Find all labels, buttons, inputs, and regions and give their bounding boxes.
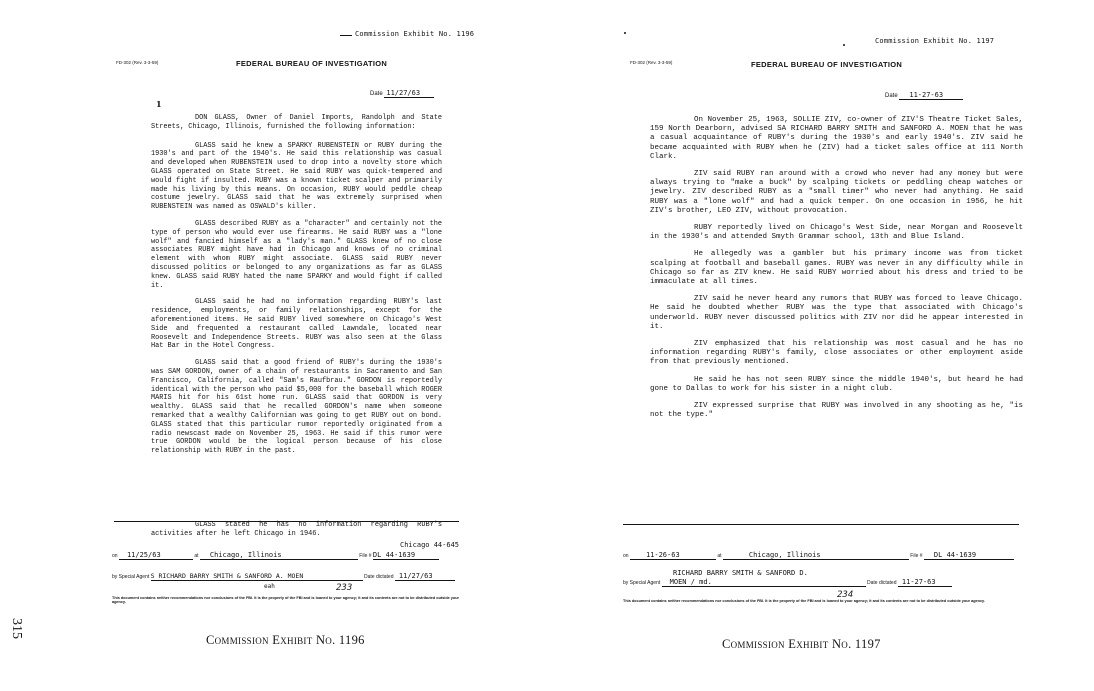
date-value: 11-27-63	[899, 91, 963, 100]
exhibit-header	[340, 30, 474, 38]
dictated-date: 11/27/63	[395, 572, 455, 581]
date-label: Date	[885, 93, 898, 99]
on-label: on	[112, 553, 118, 559]
paragraph: GLASS said he had no information regarding RUBY's last residence, employments, or family relationships, except for the aforementioned items. He said RUBY lived somewhere on Chicago's West Side and frequented a restaurant called Lawndale, located near Roosevelt and Independence Streets. RUBY was also seen at the Glass Hat Bar in the Hotel Congress.	[151, 298, 442, 351]
report-date	[370, 89, 434, 98]
paragraph: DON GLASS, Owner of Daniel Imports, Randolph and State Streets, Chicago, Illinois, furnished the following information:	[151, 114, 442, 131]
report-body	[151, 114, 442, 464]
date-value: 11/27/63	[384, 89, 434, 98]
interview-place: Chicago, Illinois	[723, 551, 909, 560]
file-label: File #	[910, 553, 923, 559]
agent-label: by Special Agent	[623, 580, 661, 586]
interview-date: 11/25/63	[119, 551, 193, 560]
interview-info-row	[623, 551, 1014, 560]
form-id: FD-302 (Rev. 3-3-59)	[630, 60, 673, 65]
scan-speck	[843, 44, 845, 46]
paragraph: GLASS said that a good friend of RUBY's during the 1930's was SAM GORDON, owner of a chain of restaurants in Sacramento and San Francisco, California, called "Sam's Raufbrau." GORDON is reportedly identical with the person who paid $5,000 for the baseball which ROGER MARIS hit for his 61st home run. GLASS said that GORDON is very wealthy. GLASS said that he recalled GORDON's name when someone remarked that a wealthy Californian was going to get RUBY out on bond. GLASS stated that this particular rumor reportedly originated from a radio newscast made on November 25, 1963. He said if this rumor were true GORDON would be the logical person because of his close relationship with RUBY in the past.	[151, 359, 442, 456]
page-number: 1	[156, 99, 162, 109]
agent-info-row	[623, 578, 952, 587]
date-label: Date	[370, 91, 383, 97]
at-label: at	[717, 553, 722, 559]
dictated-label: Date dictated	[867, 580, 897, 586]
scan-speck	[624, 32, 626, 34]
file-label: File #	[359, 553, 372, 559]
paragraph: ZIV emphasized that his relationship was most casual and he has no information regarding RUBY's family, close associates or other employment aside from that previously mentioned.	[650, 340, 1023, 367]
agent-names-line1: RICHARD BARRY SMITH & SANFORD D.	[673, 569, 808, 577]
caption-prefix: Commission	[722, 637, 785, 651]
file-number: DL 44-1639	[924, 551, 1014, 560]
paragraph: ZIV expressed surprise that RUBY was involved in any shooting as he, "is not the type."	[650, 402, 1023, 420]
caption-rest: Exhibit No. 1197	[788, 637, 881, 651]
paragraph: ZIV said RUBY ran around with a crowd who never had any money but were always trying to "make a buck" by scalping tickets or peddling cheap watches or jewelry. ZIV described RUBY as a "small timer" who never had anything. He said RUBY was a "lone wolf" and had a quick temper. On one occasion in 1956, he hit ZIV's brother, LEO ZIV, without provocation.	[650, 170, 1023, 215]
paragraph: GLASS described RUBY as a "character" and certainly not the type of person who would ever use firearms. He said RUBY was a "lone wolf" and fancied himself as a "lady's man." GLASS knew of no close associates RUBY might have had in Chicago and knows of no criminal element with whom RUBY might associate. GLASS said RUBY never discussed politics or belonged to any organizations as far as GLASS knew. GLASS said RUBY hated the name SPARKY and would fight if called it.	[151, 219, 442, 290]
agent-names: S RICHARD BARRY SMITH & SANFORD A. MOEN	[151, 572, 363, 581]
dictated-date: 11-27-63	[898, 578, 952, 587]
agent-initials: eah	[264, 583, 275, 590]
agency-title: FEDERAL BUREAU OF INVESTIGATION	[236, 59, 388, 68]
agent-info-row	[112, 572, 455, 581]
handwritten-number: 233	[336, 583, 353, 593]
paragraph: GLASS said he knew a SPARKY RUBENSTEIN or RUBY during the 1930's and part of the 1940's. He said this relationship was casual and developed when RUBENSTEIN used to drop into a novelty store which GLASS operated on State Street. He said RUBY was quick-tempered and would fight if insulted. RUBY was a known ticket scalper and primarily made his living by this means. On occasion, RUBY would peddle cheap costume jewelry. GLASS said that he was extremely surprised when RUBENSTEIN was named as OSWALD's killer.	[151, 141, 442, 212]
paragraph: He said he has not seen RUBY since the middle 1940's, but heard he had gone to Dallas to work for his sister in a night club.	[650, 375, 1023, 393]
at-label: at	[194, 553, 199, 559]
agent-label: by Special Agent	[112, 574, 150, 580]
paragraph: ZIV said he never heard any rumors that RUBY was forced to leave Chicago. He said he doubted whether RUBY was the type that associated with Chicago's underworld. RUBY never discussed politics with ZIV nor did he appear interested in it.	[650, 295, 1023, 331]
interview-info-row	[112, 551, 439, 560]
interview-date: 11-26-63	[630, 551, 716, 560]
report-body	[650, 116, 1023, 428]
interview-place: Chicago, Illinois	[200, 551, 358, 560]
exhibit-header-text: Commission Exhibit No. 1196	[355, 30, 475, 38]
exhibit-page-1197	[547, 0, 1094, 691]
report-closing	[151, 521, 442, 539]
caption-rest: Exhibit No. 1196	[272, 633, 365, 647]
on-label: on	[623, 553, 629, 559]
disclaimer: This document contains neither recommendations nor conclusions of the FBI. It is the property of the FBI and is loaned to your agency; it and its contents are not to be distributed outside your agency.	[112, 596, 460, 605]
exhibit-caption	[206, 633, 365, 648]
exhibit-header: Commission Exhibit No. 1197	[875, 37, 995, 45]
disclaimer: This document contains neither recommendations nor conclusions of the FBI. It is the property of the FBI and is loaned to your agency; it and its contents are not to be distributed outside your agency.	[623, 599, 985, 603]
exhibit-caption	[722, 637, 881, 652]
paragraph: RUBY reportedly lived on Chicago's West Side, near Morgan and Roosevelt in the 1930's and attended Smyth Grammar school, 13th and Blue Island.	[650, 224, 1023, 242]
handwritten-number: 234	[837, 590, 854, 600]
caption-prefix: Commission	[206, 633, 269, 647]
paragraph: He allegedly was a gambler but his primary income was from ticket scalping at football and baseball games. RUBY was never in any difficulty while in Chicago so far as ZIV knew. He said RUBY worried about his dress and tried to be immaculate at all times.	[650, 250, 1023, 287]
file-ref-top: Chicago 44-645	[400, 541, 460, 549]
file-number: DL 44-1639	[373, 551, 439, 560]
side-page-number: 315	[9, 618, 24, 639]
divider-rule	[623, 524, 1019, 525]
agency-title: FEDERAL BUREAU OF INVESTIGATION	[751, 60, 903, 69]
dictated-label: Date dictated	[364, 574, 394, 580]
paragraph: GLASS stated he has no information regarding RUBY's activities after he left Chicago in 1946.	[151, 521, 442, 538]
agent-names-line2: MOEN / md.	[662, 578, 866, 587]
form-id: FD-302 (Rev. 3-3-59)	[116, 60, 159, 65]
paragraph: On November 25, 1963, SOLLIE ZIV, co-owner of ZIV'S Theatre Ticket Sales, 159 North Dearborn, advised SA RICHARD BARRY SMITH and SANFORD A. MOEN that he was a casual acquaintance of RUBY's during the 1930's and early 1940's. ZIV said he became acquainted with RUBY when he (ZIV) had a ticket sales office at 111 North Clark.	[650, 116, 1023, 161]
report-date	[885, 91, 963, 100]
